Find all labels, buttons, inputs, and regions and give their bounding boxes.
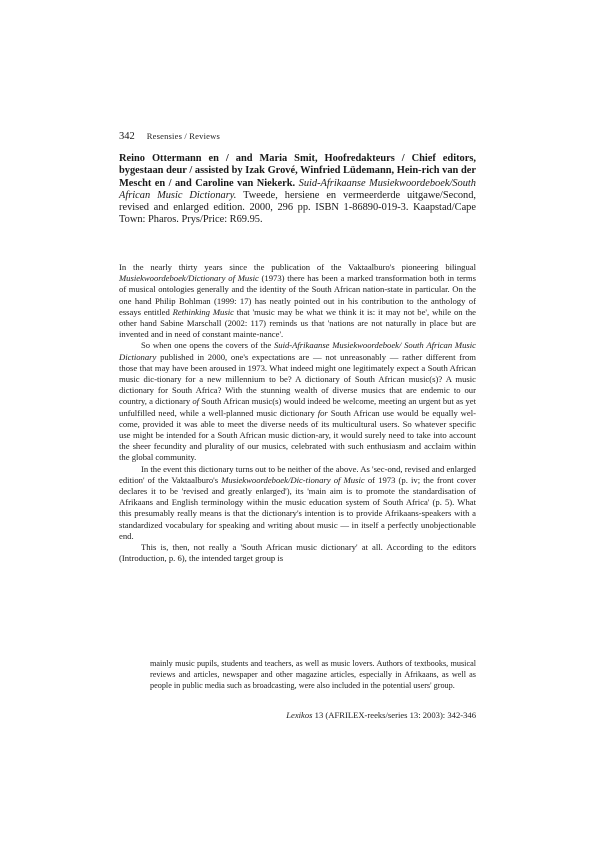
review-body [119,262,476,564]
italic-run: Musiekwoordeboek/Dic-tionary of Music [221,474,365,485]
text-run: South African music(s) would indeed be welcome, meeting an urgent but as yet unfulfilled need, while a well-planned music dictionary [119,396,476,418]
review-header [119,153,476,227]
text-run: So when one opens the covers of the [141,340,274,351]
paragraph-1 [119,262,476,340]
review-book-title: Suid-Afrikaanse Musiekwoordeboek/South African Music Dictionary. [119,177,476,201]
review-book-details: Tweede, hersiene en vermeerderde uitgawe/Second, revised and enlarged edition. 2000, 296 pp. ISBN 1-86890-019-3. Kaapstad/Cape Town: Pharos. Prys/Price: R69.95. [119,189,477,226]
page-number: 342 [119,131,135,142]
paragraph-2 [119,340,476,463]
text-run: published in 2000, one's expectations are — not unreasonably — rather different from those that may have been aroused in 1973. What indeed might one legitimately expect a South African music dic-tionary for a new millennium to be? A dictionary of South African music(s)? A music dictionary for South Africa? With the stunning wealth of diverse musics that are endemic to our country, a dictionary [119,351,476,407]
section-title: Resensies / Reviews [146,131,220,141]
paragraph-3 [119,464,476,542]
italic-run: Rethinking Music [172,306,234,317]
text-run: that 'music may be what we think it is: it may not be', while on the other hand Sabine Marschall (2002: 117) reminds us that 'nations are not naturally in place but are invented and in need of constant mainte-nance'. [119,306,476,340]
journal-details: 13 (AFRILEX-reeks/series 13: 2003): 342-346 [312,710,476,720]
paragraph-4: This is, then, not really a 'South African music dictionary' at all. According to the editors (Introduction, p. 6), the intended target group is [119,542,476,564]
text-run: South African use would be equally wel-come, provided it was able to meet the diverse needs of its multicultural users. So whatever specific use might be intended for a South African music diction-ary, it would surely need to take into account the sheer fecundity and plurality of our musics, celebrated with such enthusiasm and acclaim within the global community. [119,407,476,463]
footer-citation [286,710,476,720]
text-run: of 1973 (p. iv; the front cover declares it to be 'revised and greatly enlarged'), its 'main aim is to promote the standardisation of Afrikaans and English terminology within the music education system of South Africa' (p. 5). What this presumably really means is that the dictionary's intention is to provide Afrikaans-speakers with a standardized vocabulary for speaking and writing about music — in itself a perfectly unobjectionable end. [119,474,476,541]
italic-run: for [317,407,328,418]
italic-run: Musiekwoordeboek/Dictionary of Music [119,273,259,284]
italic-run: Suid-Afrikaanse Musiekwoordeboek/ South African Music Dictionary [119,340,476,362]
text-run: (1973) there has been a marked transformation both in terms of musical ontologies generally and the identity of the South African nation-state in particular. On the one hand Philip Bohlman (1999: 17) has neatly pointed out in his contribution to the anthology of essays entitled [119,273,476,317]
running-head [119,131,476,142]
block-quote: mainly music pupils, students and teachers, as well as music lovers. Authors of textbooks, musical reviews and articles, newspaper and other magazine articles, especially in Afrikaans, as well as people in public media such as broadcasting, were also included in the potential users' group. [150,659,476,691]
text-run: In the event this dictionary turns out to be neither of the above. As 'sec-ond, revised and enlarged edition' of the Vaktaalburo's [119,463,476,485]
review-editors: Reino Ottermann en / and Maria Smit, Hoofredakteurs / Chief editors, bygestaan deur / assisted by Izak Grové, Winfried Lüdemann, Hein-rich van der Mescht en / and Caroline van Niekerk. [119,153,476,189]
journal-name: Lexikos [286,710,313,720]
text-run: In the nearly thirty years since the publication of the Vaktaalburo's pioneering bilingual [119,262,476,272]
italic-run: of [192,396,200,407]
